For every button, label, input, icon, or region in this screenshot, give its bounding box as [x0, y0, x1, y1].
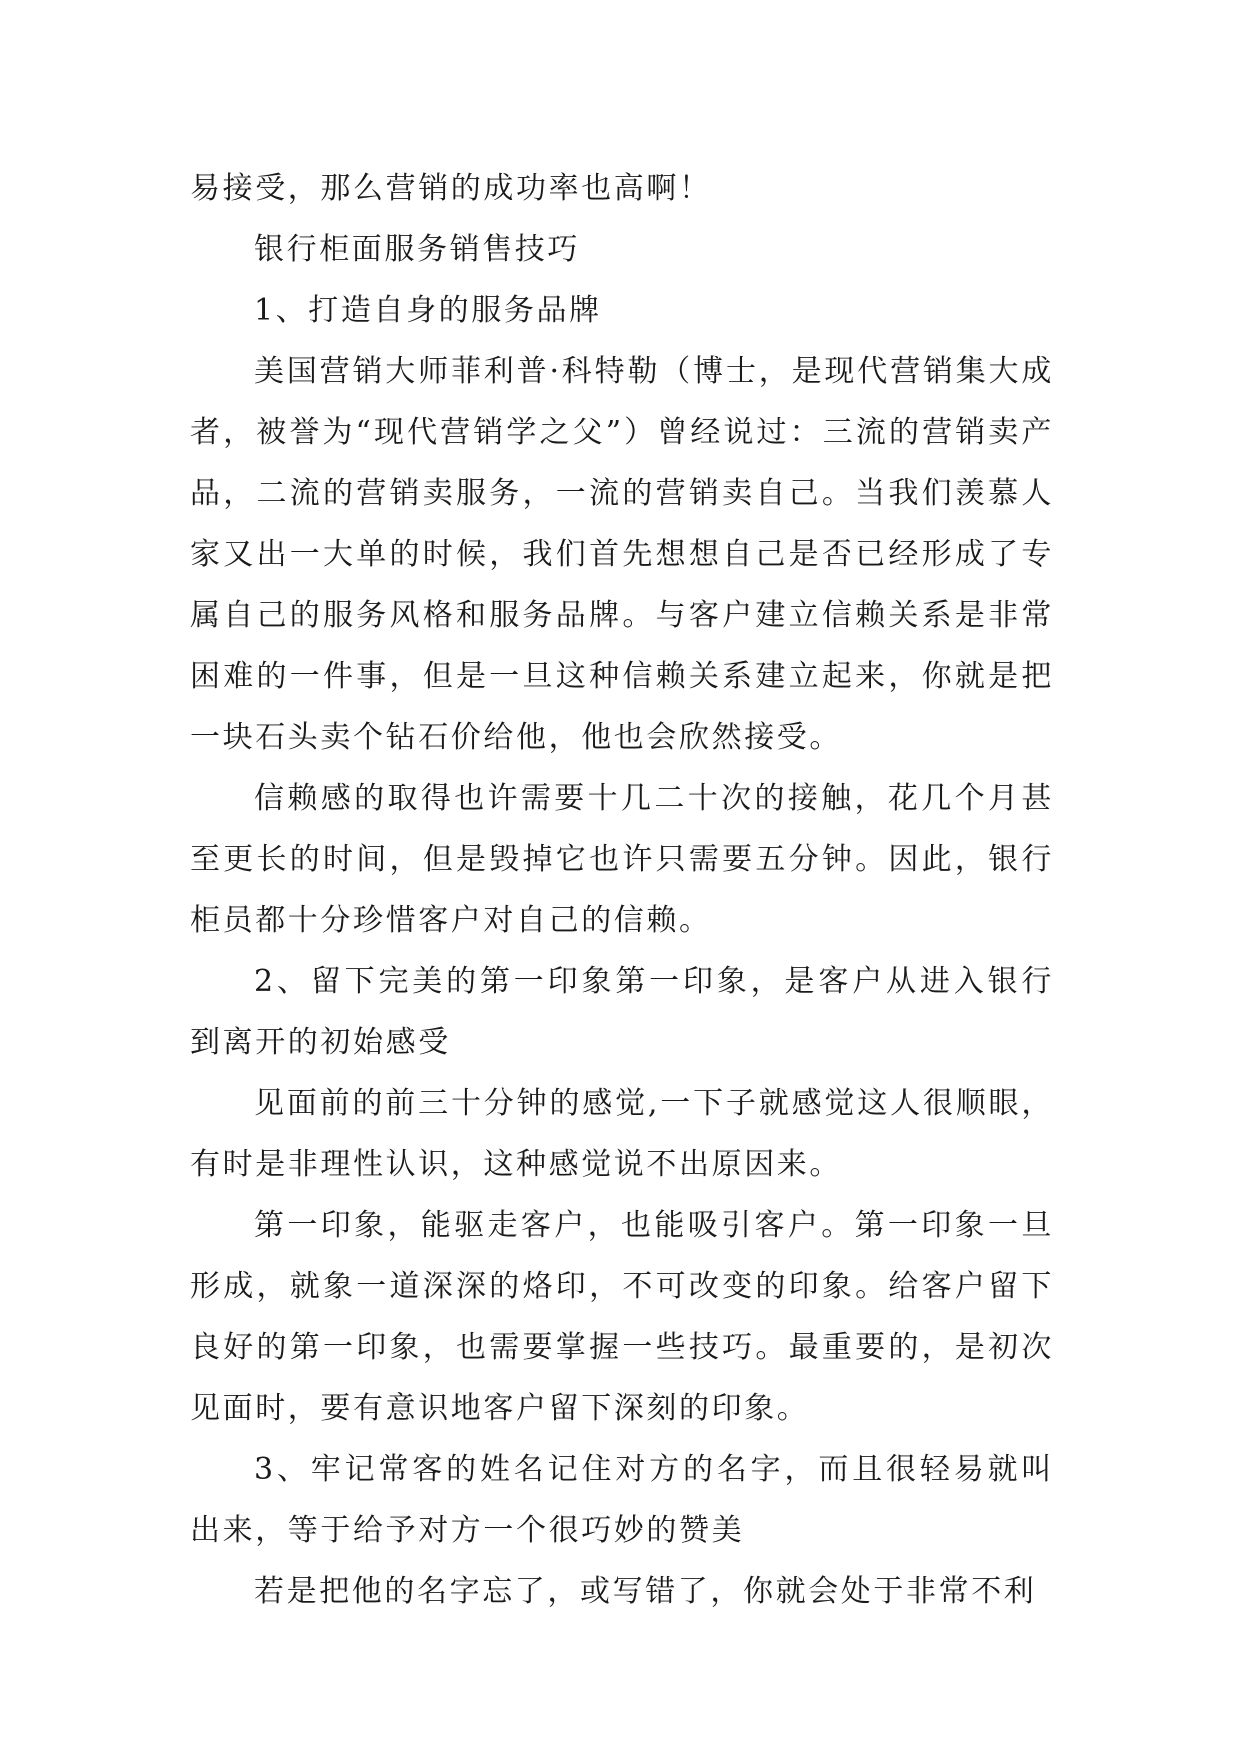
subheading-2: 2、留下完美的第一印象第一印象，是客户从进入银行到离开的初始感受 — [190, 964, 1054, 1060]
paragraph-6: 若是把他的名字忘了，或写错了，你就会处于非常不利 — [254, 1574, 1037, 1609]
paragraph-2: 美国营销大师菲利普·科特勒（博士，是现代营销集大成者，被誉为“现代营销学之父”）曾经说过：三流的营销卖产品，二流的营销卖服务，一流的营销卖自己。当我们羡慕人家又出一大单的时候，我们首先想想自己是否已经形成了专属自己的服务风格和服务品牌。与客户建立信赖关系是非常困难的一件事，但是一旦这种信赖关系建立起来，你就是把一块石头卖个钻石价给他，他也会欣然接受。 — [190, 354, 1054, 755]
paragraph-1: 易接受，那么营销的成功率也高啊！ — [190, 171, 712, 206]
paragraph-3: 信赖感的取得也许需要十几二十次的接触，花几个月甚至更长的时间，但是毁掉它也许只需要五分钟。因此，银行柜员都十分珍惜客户对自己的信赖。 — [190, 781, 1054, 938]
paragraph-4: 见面前的前三十分钟的感觉,一下子就感觉这人很顺眼，有时是非理性认识，这种感觉说不出原因来。 — [190, 1086, 1054, 1182]
section-heading: 银行柜面服务销售技巧 — [254, 232, 580, 267]
paragraph-5: 第一印象，能驱走客户，也能吸引客户。第一印象一旦形成，就象一道深深的烙印，不可改变的印象。给客户留下良好的第一印象，也需要掌握一些技巧。最重要的，是初次见面时，要有意识地客户留下深刻的印象。 — [190, 1208, 1054, 1426]
subheading-3: 3、牢记常客的姓名记住对方的名字，而且很轻易就叫出来，等于给予对方一个很巧妙的赞美 — [190, 1452, 1054, 1548]
document-body — [190, 158, 1054, 1622]
subheading-1: 1、打造自身的服务品牌 — [254, 293, 602, 328]
